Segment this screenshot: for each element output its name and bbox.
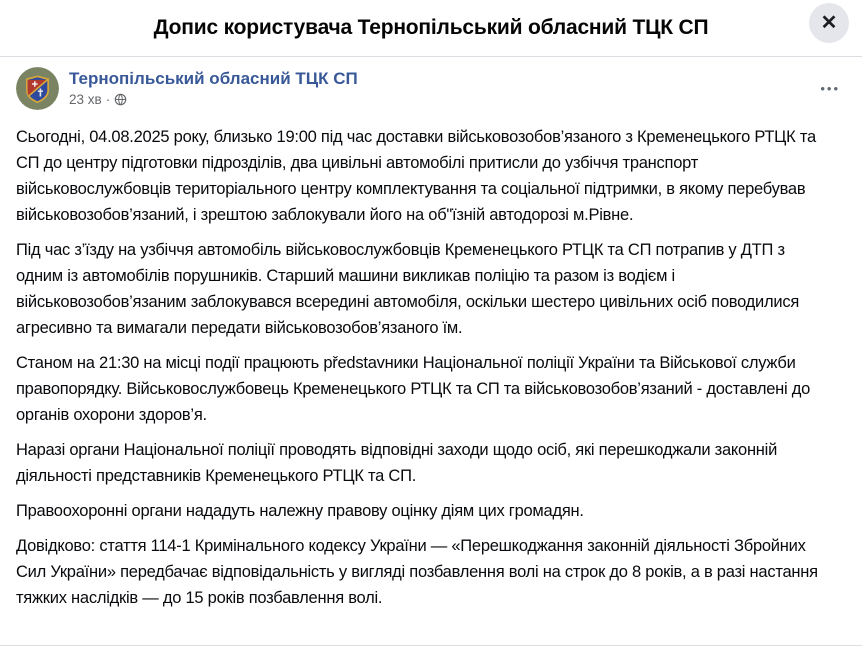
post-paragraph-5: Правоохоронні органи нададуть належну правову оцінку діям цих громадян. [16,502,584,520]
meta-separator: · [105,92,111,107]
modal-title: Допис користувача Тернопільський обласний ТЦК СП [153,16,709,39]
close-icon: ✕ [820,12,838,34]
modal-header [0,0,862,57]
more-options-button[interactable] [814,73,846,104]
unit-emblem-icon [16,67,59,110]
timestamp[interactable]: 23 хв [69,92,102,107]
post-paragraph-3: Станом на 21:30 на місці події працюють představники Національної поліції України та Військової служби правопорядку. Військовослужбовець Кременецького РТЦК та СП та військовозобов’язаний - доставлені до органів охорони здоров’я. [16,354,811,424]
bottom-divider [0,645,862,646]
post-header [0,57,862,110]
post-paragraph-2: Під час з’їзду на узбіччя автомобіль військовослужбовців Кременецького РТЦК та СП потрапив у ДТП з одним із автомобілів порушників. Старший машини викликав поліцію та разом із водієм і військовозобов’язаним заблокувався всередині автомобіля, оскільки шестеро цивільних осіб поводилися агресивно та вимагали передати військовозобов’язаного їм. [16,241,800,337]
avatar[interactable] [16,67,59,110]
globe-icon [114,93,127,106]
post-body [0,110,862,611]
post-meta [69,92,358,107]
more-icon: ••• [820,81,840,96]
close-button[interactable] [809,3,849,43]
post-paragraph-4: Наразі органи Національної поліції проводять відповідні заходи щодо осіб, які перешкоджали законній діяльності представників Кременецького РТЦК та СП. [16,441,778,485]
author-name-link[interactable]: Тернопільський обласний ТЦК СП [69,69,358,88]
post-paragraph-1: Сьогодні, 04.08.2025 року, близько 19:00 під час доставки військовозобов’язаного з Кременецького РТЦК та СП до центру підготовки підрозділів, два цивільні автомобілі притисли до узбіччя транспорт військовослужбовців територіального центру комплектування та соціальної підтримки, в якому перебував військовозобов’язаний, і зрештою заблокували його на об"їзній автодорозі м.Рівне. [16,128,816,224]
author-block [69,67,358,107]
post-paragraph-6: Довідково: стаття 114-1 Кримінального кодексу України — «Перешкоджання законній діяльності Збройних Сил України» передбачає відповідальність у вигляді позбавлення волі на строк до 8 років, а в разі настання тяжких наслідків — до 15 років позбавлення волі. [16,537,818,607]
